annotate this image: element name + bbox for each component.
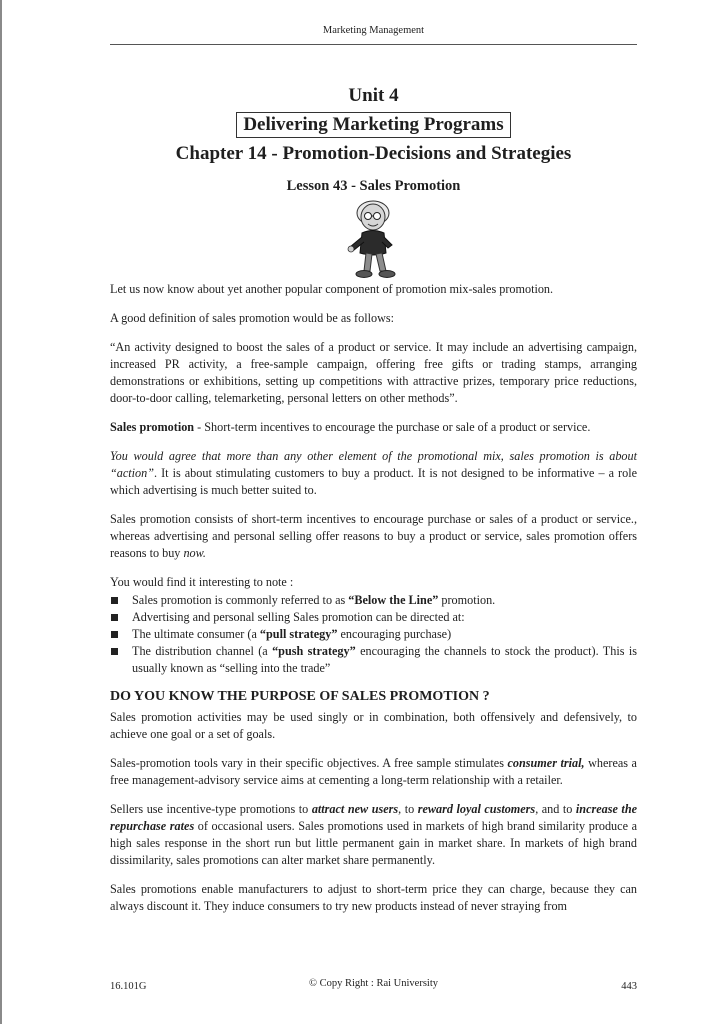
bullet-square-icon [111,614,118,621]
list-item: The distribution channel (a “push strategy” encouraging the channels to stock the product). This is usually known as “selling into the trade” [110,643,637,677]
unit-title: Unit 4 [348,85,399,106]
course-code: 16.101G [110,981,147,992]
paragraph: You would agree that more than any other element of the promotional mix, sales promotion is about “action”. It is about stimulating customers to buy a product. It is not designed to be informative – a role which advertising is much better suited to. [110,449,637,497]
running-header: Marketing Management [322,25,425,36]
term: Sales promotion [110,420,195,434]
definition-quote: “An activity designed to boost the sales of a product or service. It may include an advertising campaign, increased PR activity, a free-sample campaign, offering free gifts or trading stamps, arranging demonstrations or exhibitions, setting up competitions with attractive prizes, temporary price reductions, door-to-door calling, telemarketing, personal letters on other methods”. [110,340,637,405]
paragraph: A good definition of sales promotion would be as follows: [110,311,395,325]
page-number: 443 [621,981,637,992]
list-item: Advertising and personal selling Sales promotion can be directed at: [110,609,637,626]
bullet-square-icon [111,631,118,638]
note-intro: You would find it interesting to note : [110,575,294,589]
section-heading: DO YOU KNOW THE PURPOSE OF SALES PROMOTION ? [110,689,490,704]
body-content [110,281,637,927]
bullet-square-icon [111,648,118,655]
page-edge [0,0,2,1024]
paragraph: Sales promotion consists of short-term incentives to encourage purchase or sales of a product or service., whereas advertising and personal selling offer reasons to buy a product or service, sales promotion offers reasons to buy now. [110,512,637,560]
paragraph: Sales promotion activities may be used singly or in combination, both offensively and defensively, to achieve one goal or a set of goals. [110,710,637,741]
cartoon-professor-icon [342,197,406,281]
part-title-boxed: Delivering Marketing Programs [236,112,510,138]
bullet-list [110,592,637,677]
lesson-title: Lesson 43 - Sales Promotion [286,178,461,194]
paragraph: Sales-promotion tools vary in their specific objectives. A free sample stimulates consumer trial, whereas a free management-advisory service aims at cementing a long-term relationship with a retailer. [110,756,637,787]
paragraph: Sales promotions enable manufacturers to adjust to short-term price they can charge, because they can always discount it. They induce consumers to try new products instead of never straying from [110,882,637,913]
copyright-notice: © Copy Right : Rai University [308,978,439,989]
term-definition: Sales promotion - Short-term incentives to encourage the purchase or sale of a product or service. [110,420,591,434]
bullet-square-icon [111,597,118,604]
header-rule [110,44,637,45]
paragraph: Let us now know about yet another popular component of promotion mix-sales promotion. [110,282,554,296]
chapter-title: Chapter 14 - Promotion-Decisions and Strategies [175,143,572,164]
title-block [110,84,637,195]
list-item: The ultimate consumer (a “pull strategy” encouraging purchase) [110,626,637,643]
paragraph: Sellers use incentive-type promotions to attract new users, to reward loyal customers, and to increase the repurchase rates of occasional users. Sales promotions used in markets of high brand similarity produce a high sales response in the short run but little permanent gain in market share. In markets of high brand dissimilarity, sales promotions can alter market share permanently. [110,802,638,867]
list-item: Sales promotion is commonly referred to as “Below the Line” promotion. [110,592,637,609]
